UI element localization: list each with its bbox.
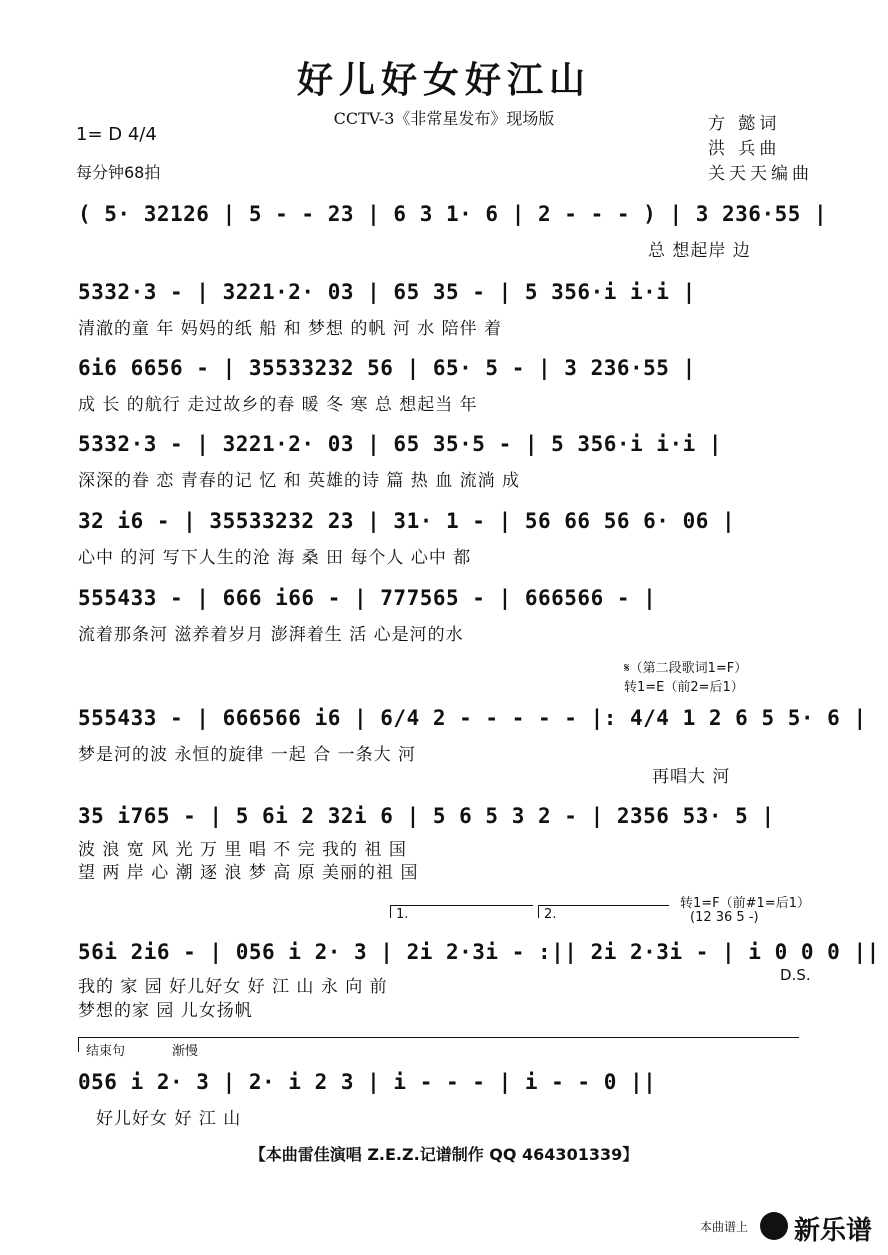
modulation-2-annotation: 转1=F（前#1=后1）	[680, 896, 810, 911]
score-line-10: 056 i 2· 3 | 2· i 2 3 | i - - - | i - - 0 ||	[78, 1070, 657, 1094]
score-line-1: ( 5· 32126 | 5 - - 23 | 6 3 1· 6 | 2 - - - ) | 3 236·55 |	[78, 202, 828, 226]
volta-2-bracket	[538, 905, 669, 918]
score-line-4: 5332·3 - | 3221·2· 03 | 65 35·5 - | 5 356·i i·i |	[78, 432, 723, 456]
lyric-line-3: 成 长 的航行 走过故乡的春 暖 冬 寒 总 想起当 年	[78, 395, 478, 415]
lyric-line-8: 波 浪 宽 风 光 万 里 唱 不 完 我的 祖 国	[78, 840, 407, 860]
lyric-line-2: 清澈的童 年 妈妈的纸 船 和 梦想 的帆 河 水 陪伴 着	[78, 319, 503, 339]
volta-2-label: 2.	[544, 907, 557, 922]
tempo: 每分钟68拍	[76, 163, 161, 182]
brand-prefix: 本曲谱上	[700, 1220, 749, 1234]
score-line-9: 56i 2i6 - | 056 i 2· 3 | 2i 2·3i - :|| 2i 2·3i - | i 0 0 0 ||	[78, 940, 880, 964]
score-line-2: 5332·3 - | 3221·2· 03 | 65 35 - | 5 356·i i·i |	[78, 280, 696, 304]
arranger: 关天天编曲	[708, 164, 813, 184]
rit-label: 渐慢	[172, 1044, 199, 1059]
score-line-5: 32 i6 - | 35533232 23 | 31· 1 - | 56 66 56 6· 06 |	[78, 509, 736, 533]
volta-1-bracket	[390, 905, 533, 918]
key-signature: 1= D 4/4	[76, 124, 157, 145]
lyric-line-7b: 再唱大 河	[652, 767, 731, 787]
subtitle: CCTV-3《非常星发布》现场版	[333, 109, 555, 128]
modulation-annotation: 转1=E（前2=后1）	[624, 680, 744, 695]
lyricist: 方 懿词	[708, 114, 781, 134]
volta-1-label: 1.	[396, 907, 409, 922]
lyric-line-1: 总 想起岸 边	[648, 241, 751, 261]
lyric-line-9b: 梦想的家 园 儿女扬帆	[78, 1001, 253, 1021]
score-line-7: 555433 - | 666566 i6 | 6/4 2 - - - - - |: 4/4 1 2 6 5 5· 6 |	[78, 706, 867, 730]
composer: 洪 兵曲	[708, 139, 781, 159]
lyric-line-7: 梦是河的波 永恒的旋律 一起 合 一条大 河	[78, 745, 417, 765]
lyric-line-6: 流着那条河 滋养着岁月 澎湃着生 活 心是河的水	[78, 625, 464, 645]
page-title: 好儿好女好江山	[296, 60, 591, 101]
coda-fill: (12 36 5 -)	[690, 910, 759, 925]
segno-annotation: 𝄋（第二段歌词1=F）	[624, 661, 748, 676]
credits	[708, 112, 813, 187]
brand-name: 新乐谱	[794, 1216, 873, 1246]
lyric-line-8b: 望 两 岸 心 潮 逐 浪 梦 高 原 美丽的祖 国	[78, 863, 419, 883]
score-line-8: 35 i765 - | 5 6i 2 32i 6 | 5 6 5 3 2 - | 2356 53· 5 |	[78, 804, 775, 828]
lyric-line-9: 我的 家 园 好儿好女 好 江 山 永 向 前	[78, 977, 388, 997]
lyric-line-4: 深深的眷 恋 青春的记 忆 和 英雄的诗 篇 热 血 流淌 成	[78, 471, 521, 491]
score-line-6: 555433 - | 666 i66 - | 777565 - | 666566 - |	[78, 586, 657, 610]
ds-mark: D.S.	[780, 966, 811, 984]
footer-credit: 【本曲雷佳演唱 Z.E.Z.记谱制作 QQ 464301339】	[249, 1145, 639, 1164]
ending-label: 结束句	[86, 1044, 126, 1059]
brand-logo-icon	[760, 1212, 788, 1240]
lyric-line-10: 好儿好女 好 江 山	[96, 1109, 242, 1129]
lyric-line-5: 心中 的河 写下人生的沧 海 桑 田 每个人 心中 都	[78, 548, 472, 568]
score-line-3: 6i6 6656 - | 35533232 56 | 65· 5 - | 3 236·55 |	[78, 356, 696, 380]
